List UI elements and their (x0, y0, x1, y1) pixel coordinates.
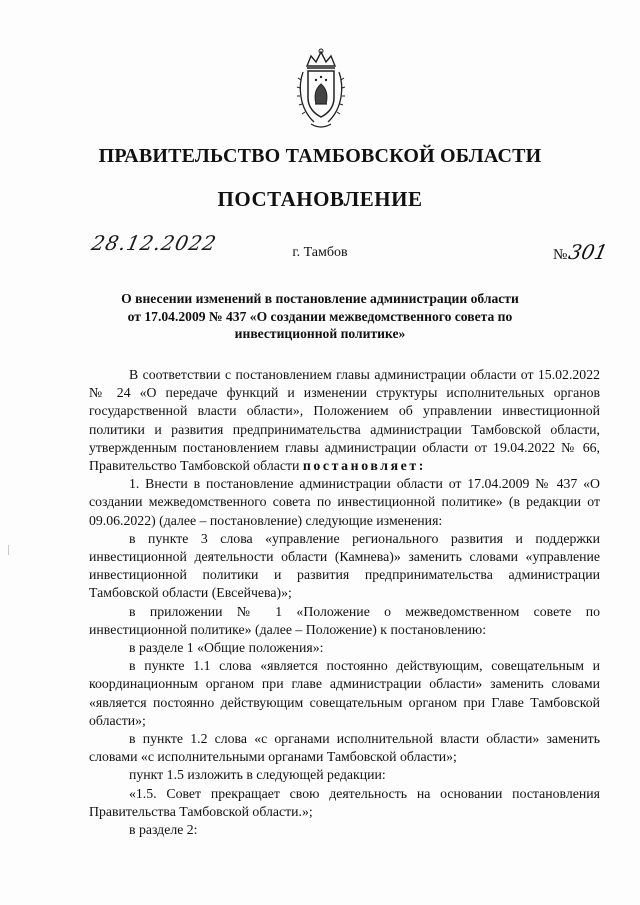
subject-line: О внесении изменений в постановление администрации области (121, 291, 519, 306)
preamble-paragraph (89, 366, 600, 475)
document-number (553, 240, 611, 264)
place-of-issue: г. Тамбов (292, 245, 348, 260)
document-body (89, 366, 600, 839)
body-paragraph: в приложении № 1 «Положение о межведомственном совете по инвестиционной политике» (далее – Положение) к постановлению: (89, 603, 600, 637)
subject-line: от 17.04.2009 № 437 «О создании межведомственного совета по (127, 308, 513, 324)
handwritten-date: 28.12.2022 (89, 231, 220, 255)
body-paragraph: в разделе 1 «Общие положения»: (129, 640, 324, 656)
preamble-text: В соответствии с постановлением главы администрации области от 15.02.2022 № 24 «О передаче функций и изменении структуры исполнительных органов государственной власти области», Положением об управлении инвестиционной политики и развития предпринимательства администрации Тамбовской области, утвержденным постановлением главы администрации области от 19.04.2022 № 66, Правительство Тамбовской области (89, 367, 600, 474)
handwritten-number: 301 (566, 240, 611, 264)
body-paragraph: в пункте 1.1 слова «является постоянно действующим, совещательным и координационным органом при главе администрации области» заменить словами «является постоянно действующим совещательным органом при Главе Тамбовской области»; (89, 658, 600, 728)
organization-title: ПРАВИТЕЛЬСТВО ТАМБОВСКОЙ ОБЛАСТИ (98, 145, 542, 167)
document-subject (95, 290, 545, 343)
body-paragraph: в пункте 1.2 слова «с органами исполнительной власти области» заменить словами «с исполнительными органами Тамбовской области»; (89, 731, 600, 765)
body-paragraph: 1. Внести в постановление администрации области от 17.04.2009 № 437 «О создании межведомственного совета по инвестиционной политике» (в редакции от 09.06.2022) (далее – постановление) следующие изменения: (89, 476, 600, 528)
body-paragraph: «1.5. Совет прекращает свою деятельность на основании постановления Правительства Тамбовской области.»; (89, 785, 600, 819)
body-paragraph: пункт 1.5 изложить в следующей редакции: (129, 767, 386, 783)
scan-margin-mark (8, 545, 9, 555)
subject-line: инвестиционной политике» (234, 326, 406, 341)
coat-of-arms-icon (296, 46, 346, 136)
decree-word: постановляет: (302, 458, 426, 474)
document-type-title: ПОСТАНОВЛЕНИЕ (217, 187, 423, 211)
body-paragraph: в пункте 3 слова «управление регионального развития и поддержки инвестиционной деятельности области (Камнева)» заменить словами «управление инвестиционной политики и развития предпринимательства администрации Тамбовской области (Евсейчева)»; (89, 530, 600, 601)
number-sign: № (553, 247, 568, 263)
body-paragraph: в разделе 2: (129, 822, 198, 838)
